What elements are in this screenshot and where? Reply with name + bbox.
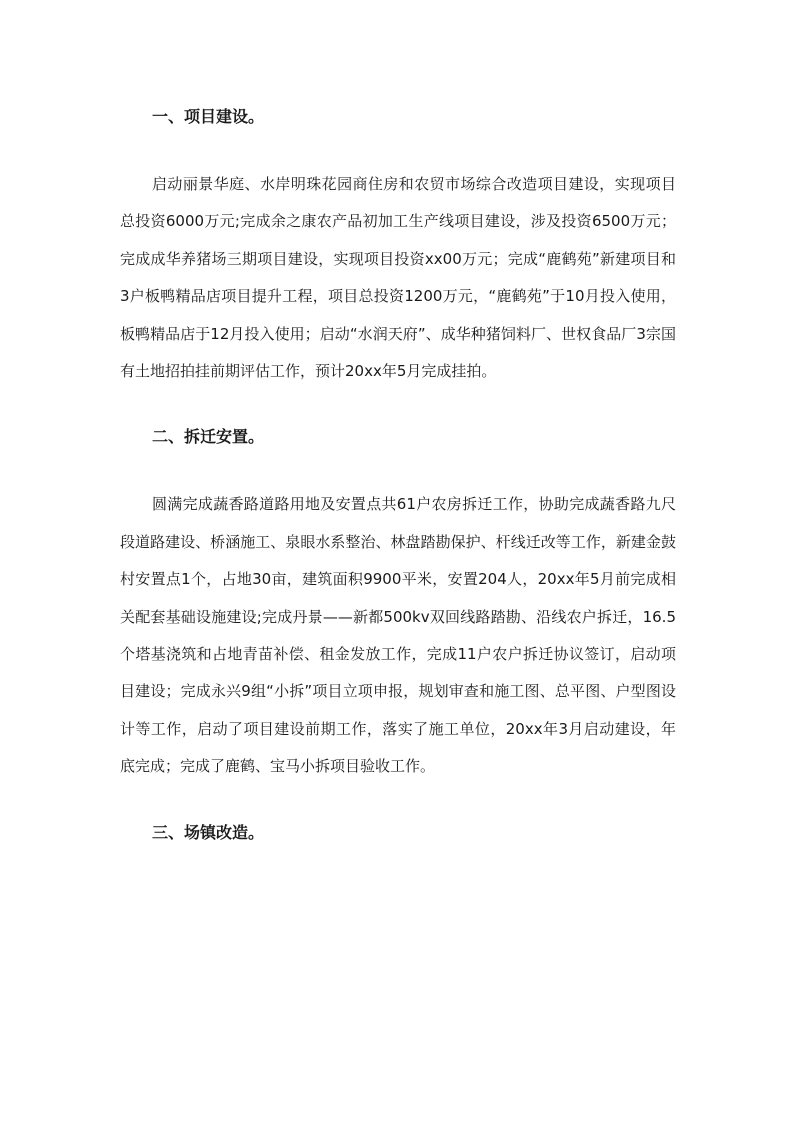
section-heading-demolition-resettlement: 二、拆迁安置。 xyxy=(152,427,265,447)
document-body xyxy=(120,98,676,852)
section-heading-project-construction: 一、项目建设。 xyxy=(152,107,265,126)
section-heading-town-renovation: 三、场镇改造。 xyxy=(152,822,265,842)
section-paragraph-project-construction: 启动丽景华庭、水岸明珠花园商住房和农贸市场综合改造项目建设，实现项目总投资6000万元;完成余之康农产品初加工生产线项目建设，涉及投资6500万元；完成成华养猪场三期项目建设，实现项目投资xx00万元；完成“鹿鹤苑”新建项目和3户板鸭精品店项目提升工程，项目总投资1200万元，“鹿鹤苑”于10月投入使用，板鸭精品店于12月投入使用；启动“水润天府”、成华种猪饲料厂、世权食品厂3宗国有土地招拍挂前期评估工作，预计20xx年5月完成挂拍。 xyxy=(120,175,676,381)
section-paragraph-demolition-resettlement: 圆满完成蔬香路道路用地及安置点共61户农房拆迁工作，协助完成蔬香路九尺段道路建设、桥涵施工、泉眼水系整治、林盘踏勘保护、杆线迁改等工作，新建金鼓村安置点1个，占地30亩，建筑面积9900平米，安置204人，20xx年5月前完成相关配套基础设施建设;完成丹景——新都500kv双回线路踏勘、沿线农户拆迁，16.5个塔基浇筑和占地青苗补偿、租金发放工作，完成11户农户拆迁协议签订，启动项目建设；完成永兴9组“小拆”项目立项申报，规划审查和施工图、总平图、户型图设计等工作，启动了项目建设前期工作，落实了施工单位，20xx年3月启动建设，年底完成；完成了鹿鹤、宝马小拆项目验收工作。 xyxy=(120,495,676,776)
